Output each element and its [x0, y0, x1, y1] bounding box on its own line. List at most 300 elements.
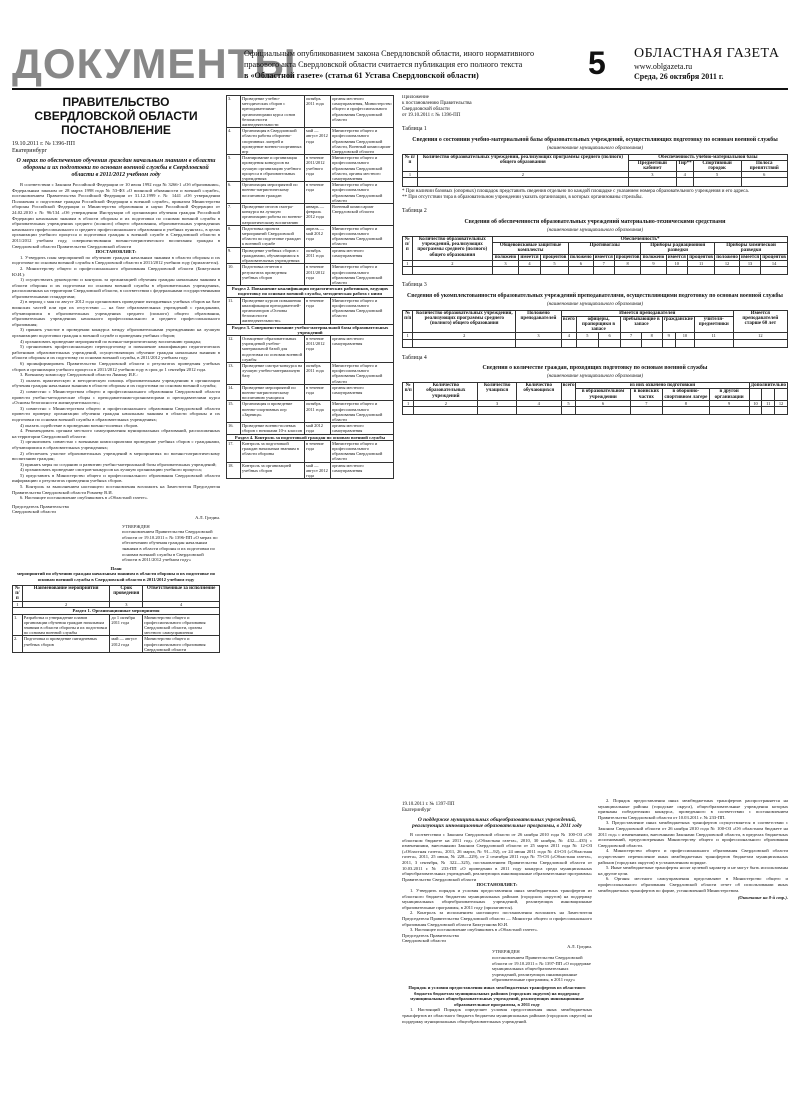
cell	[662, 339, 675, 347]
cell	[516, 407, 561, 415]
cell: Министерство общего и профессионального образования Свердловской области	[331, 401, 394, 423]
table-row	[227, 128, 394, 155]
column-header: в оборонно-спортивном лагере	[664, 389, 708, 400]
plan-table	[12, 585, 220, 653]
column-number: 6	[599, 333, 621, 339]
column-header: Приборы радиационной разведки	[641, 243, 715, 254]
table-row	[403, 407, 788, 415]
column-header: процентов	[762, 254, 786, 260]
doc-date: 19.10.2011 г. № 1397-ПП	[402, 802, 455, 807]
cell: октябрь 2011 года	[305, 362, 331, 384]
table-caption: Сведения об обеспеченности образовательных учреждений материально-техническими средствами	[464, 219, 726, 225]
column-number: 3	[516, 333, 562, 339]
cell	[478, 407, 517, 415]
cell: 8.	[227, 225, 241, 247]
column-header: положено	[493, 254, 519, 260]
cell	[403, 339, 413, 347]
paragraph: 3. Военному комиссару Свердловской области Лямину И.Е.:	[20, 372, 139, 378]
column-number: 9	[709, 400, 749, 406]
paragraph: 5) организовать профессиональную переподготовку и повышение квалификации педагогических работников образовательных учреждений, осуществляющих обучение граждан начальным знаниям в области обороны и их подготовку по основам военной службы, в 2011/2012 учебном году.	[12, 344, 220, 361]
cell: Министерство общего и профессионального образования Свердловской области	[331, 362, 394, 384]
column-header: имеется	[740, 254, 760, 260]
table-row	[227, 362, 394, 384]
cell	[614, 267, 641, 275]
column-number: 11	[762, 400, 775, 406]
column-header: Предметный кабинет	[628, 160, 676, 171]
cell: органы местного самоуправления	[331, 384, 394, 401]
column-header: имеется	[594, 254, 613, 260]
cell: май — август 2012 года	[305, 462, 331, 479]
column-header: Тир**	[676, 160, 693, 171]
paragraph: 6. Настоящее постановление опубликовать в «Областной газете».	[20, 495, 149, 501]
column-number: 4	[676, 172, 693, 178]
column-number: 1	[13, 602, 23, 608]
table-row	[227, 297, 394, 324]
cell: 3.	[227, 96, 241, 128]
resolution-1397	[402, 798, 592, 1098]
cell	[621, 339, 642, 347]
column-header: Имеется преподавателей	[561, 310, 733, 316]
plan-title: План	[110, 565, 122, 571]
table-3	[402, 310, 788, 348]
column-header: Общевойсковые защитные комплекты	[493, 243, 569, 254]
cell: май — август 2012 года	[110, 636, 143, 653]
cell	[516, 339, 562, 347]
column-number: 7	[621, 333, 642, 339]
table-row	[227, 155, 394, 182]
gov-title: СВЕРДЛОВСКОЙ ОБЛАСТИ	[34, 109, 198, 123]
cell	[541, 267, 569, 275]
cell: Министерство общего и профессионального образования Свердловской области	[331, 440, 394, 462]
cell: в течение года	[305, 440, 331, 462]
column-number: 1	[403, 260, 413, 266]
approved-by: постановлением Правительства Свердловской области от 19.10.2011 г. № 1397-ПП «О поддержке муниципальных общеобразовательных учреждений, реализующих инновационные образовательные программы, в 2011 году»	[492, 955, 591, 983]
notice-line: Официальным опубликованием закона Свердловской области, иного нормативного	[244, 49, 535, 58]
cell: в течение года	[305, 384, 331, 401]
signature-position: Свердловской области	[402, 938, 446, 944]
column-header: Положено преподавателей	[516, 310, 562, 333]
column-header: учителя-предметники	[694, 316, 733, 333]
column-number: 11	[694, 333, 733, 339]
column-header: процентов	[541, 254, 569, 260]
paragraph: 6) проинформировать Правительство Свердловской области о результатах проведения учебных сборов и организации учебного процесса в 2011/2012 учебном году в срок до 1 сентября 2012 года.	[12, 361, 220, 372]
resolves-label: ПОСТАНОВЛЯЕТ:	[476, 882, 518, 888]
cell: 6.	[227, 182, 241, 204]
cell: Подготовка и проведение пятидневных учебных сборов	[22, 636, 110, 653]
column-header: имеется	[518, 254, 540, 260]
notice-line: правового акта Свердловской области считается публикация его полного текста	[244, 60, 523, 69]
cell: 13.	[227, 362, 241, 384]
cell: Министерство общего и профессионального образования Свердловской области	[331, 297, 394, 324]
cell	[739, 267, 760, 275]
column-number: 1	[403, 400, 414, 406]
cell: Проведение учебно-методических сборов с преподавателями-организаторами курса основ безопасности жизнедеятельности	[241, 96, 305, 128]
appendix-line: к постановлению Правительства	[402, 101, 472, 106]
approved-label: УТВЕРЖДЕН	[492, 949, 520, 955]
cell: январь — февраль 2012 года	[305, 204, 331, 226]
cell: органы местного самоуправления	[331, 423, 394, 434]
cell	[761, 267, 788, 275]
continuation-note: (Окончание на 8-й стр.).	[737, 895, 788, 901]
column-header: Количество образовательных учреждений, реализующих программы среднего (полного) общего образования	[412, 237, 492, 261]
cell	[414, 407, 478, 415]
column-header: Полоса препятствий	[741, 160, 788, 171]
column-header: Приборы химической разведки	[715, 243, 788, 254]
table-row	[403, 178, 788, 187]
column-header: Спортивный городок	[693, 160, 741, 171]
cell: Контроль за организацией учебных сборов	[241, 462, 305, 479]
paragraph: 3. Предоставление иных межбюджетных трансфертов осуществляется в соответствии с Законом Свердловской области от 26 ноября 2010 года № 100-ОЗ «Об областном бюджете на 2011 год» с изменениями, внесенными Законами Свердловской области, в пределах бюджетных ассигнований, предусмотренных Министерству общего и профессионального образования Свердловской области.	[598, 820, 788, 848]
column-header: офицеры, прапорщики в запасе	[576, 316, 621, 333]
paper-masthead	[634, 46, 794, 82]
cell	[775, 407, 788, 415]
header-rule	[12, 88, 788, 90]
cell: 18.	[227, 462, 241, 479]
table-row	[227, 247, 394, 264]
paragraph: 5) представить в Министерство общего и профессионального образования Свердловской области информацию о результатах проведения учебных сборов.	[12, 472, 220, 484]
signature-position: Председатель Правительства	[402, 932, 459, 938]
cell	[715, 267, 740, 275]
cell: октябрь 2011 года	[305, 96, 331, 128]
paragraph: 1. Утвердить порядок и условия предоставления иных межбюджетных трансфертов из областного бюджета бюджетам муниципальных районов (городских округов) на поддержку муниципальных общеобразовательных учреждений, реализующих инновационные образовательные программы, в 2011 году (прилагаются).	[402, 887, 592, 910]
table-row	[227, 462, 394, 479]
column-number: 2	[413, 333, 516, 339]
cell: в течение 2011/2012 учебного года	[305, 155, 331, 182]
column-number: 3	[478, 400, 517, 406]
cell: Оснащение образовательных учреждений учебно-материальной базой для подготовки по основам военной службы	[241, 335, 305, 362]
cell: Подготовка отчетов о результатах проведения учебных сборов	[241, 264, 305, 286]
table-row	[227, 335, 394, 362]
paragraph: 1. Настоящий Порядок определяет условия предоставления иных межбюджетных трансфертов из областного бюджета бюджетам муниципальных районов (городских округов) на поддержку муниципальных общеобразовательных учреждений.	[402, 1007, 592, 1024]
cell: 4.	[227, 128, 241, 155]
section-title: Раздел 3. Совершенствование учебно-материальной базы образовательных учреждений	[227, 324, 394, 335]
table-row	[227, 384, 394, 401]
column-header: процентов	[689, 254, 713, 260]
column-number: 2	[22, 602, 110, 608]
table-row	[227, 440, 394, 462]
appendix-line: от 19.10.2011 г. № 1396-ПП	[402, 113, 461, 118]
cell	[599, 339, 621, 347]
cell	[733, 339, 787, 347]
cell	[694, 339, 733, 347]
cell: 12.	[227, 335, 241, 362]
cell: Проведение военно-полевых сборов с юношами 10-х классов	[241, 423, 305, 434]
table-caption: Сведения об укомплектованности образовательных учреждений преподавателями, осуществляющими подготовку по основам военной службы	[407, 292, 783, 299]
cell: Подготовка проекта мероприятий Свердловской области по подготовке граждан к военной службе	[241, 225, 305, 247]
column-header: Противогазы	[568, 243, 640, 254]
cell: в течение 2011/2012 года	[305, 264, 331, 286]
column-header: положено	[642, 254, 665, 260]
appendix-line: Свердловской области	[402, 107, 450, 112]
column-number: 2	[414, 400, 478, 406]
cell	[561, 407, 576, 415]
column-number: 12	[775, 400, 788, 406]
column-header: Количество обучающихся	[516, 383, 561, 401]
column-header: № п/п	[403, 154, 418, 172]
column-header: № п/п	[403, 237, 413, 261]
paragraph: 3) принять меры по созданию и развитию учебно-материальной базы образовательных учреждений;	[20, 461, 217, 467]
column-number: 8	[614, 260, 641, 266]
cell: Проведение учебных сборов с гражданами, обучающимися в образовательных учреждениях	[241, 247, 305, 264]
cell	[666, 267, 688, 275]
column-number: 5	[541, 260, 569, 266]
cell: Военный комиссариат Свердловской области	[331, 204, 394, 226]
table-2	[402, 236, 788, 275]
approval-block	[122, 524, 220, 563]
paragraph: 5. Контроль за выполнением настоящего постановления возложить на Заместителя Председателя Правительства Свердловской области Ромаеву В.И.	[12, 484, 220, 495]
cell: Проведение смотра-конкурса на лучшую учебно-материальную базу	[241, 362, 305, 384]
signer-name: А.Л. Гредин.	[195, 515, 220, 521]
gov-title: ПРАВИТЕЛЬСТВО	[62, 95, 170, 109]
cell: Министерство общего и профессионального образования Свердловской области, Военный комиссариат Свердловской области	[331, 128, 394, 155]
table-row	[227, 401, 394, 423]
notice-line: в «Областной газете» (статья 61 Устава Свердловской области)	[244, 71, 479, 80]
column-number: 8	[641, 333, 662, 339]
column-number: 5	[561, 400, 576, 406]
cell: 5.	[227, 155, 241, 182]
cell: 11.	[227, 297, 241, 324]
cell	[762, 407, 775, 415]
cell: в течение года	[305, 297, 331, 324]
column-1	[12, 95, 220, 1095]
signature-position: Свердловской области	[12, 509, 56, 515]
column-number: 9	[662, 333, 675, 339]
doc-heading: О поддержке муниципальных общеобразовательных учреждений, реализующих инновационные образовательные программы, в 2011 году	[412, 816, 582, 829]
appendix-line: Приложение	[402, 95, 429, 100]
cell: Организация и проведение военно-спортивных игр «Зарница»	[241, 401, 305, 423]
cell: 1.	[13, 614, 23, 636]
footnote: * При наличии базовых (опорных) площадок представить сведения отдельно по каждой площадке с указанием номера образовательного учреждения и его адреса.	[402, 189, 749, 195]
cell: Министерство общего и профессионального образования Свердловской области, органы местного самоуправления	[331, 155, 394, 182]
cell: Министерство общего и профессионального образования Свердловской области	[143, 636, 220, 653]
paragraph: 2. Порядок предоставления иных межбюджетных трансфертов распространяется на муниципальные районы (городские округа), общеобразовательные учреждения которых признаны победителями конкурса, проведенного в соответствии с постановлением Правительства Свердловской области от 10.03.2011 г. № 233-ПП.	[598, 798, 788, 820]
column-2	[226, 95, 394, 1095]
paragraph: 1. Утвердить план мероприятий по обучению граждан начальным знаниям в области обороны и их подготовке по основам военной службы в Свердловской области в 2011/2012 учебном году (прилагается).	[12, 254, 220, 266]
cell: Контроль за подготовкой граждан начальным знаниям в области обороны	[241, 440, 305, 462]
doc-city: Екатеринбург	[402, 808, 432, 813]
cell	[749, 407, 762, 415]
table-subcaption: (наименование муниципального образования)	[546, 374, 644, 380]
section-title: ДОКУМЕНТЫ	[12, 40, 297, 87]
paragraph: 6. Органы местного самоуправления представляют в Министерство общего и профессионального образования Свердловской области отчет об использовании иных межбюджетных трансфертов по форме, установленной Министерством.	[598, 876, 788, 893]
column-number: 4	[516, 400, 561, 406]
table-row	[227, 264, 394, 286]
column-number: 4	[143, 602, 220, 608]
cell: октябрь 2011 года	[305, 247, 331, 264]
table-row	[403, 339, 788, 347]
column-number: 5	[576, 333, 598, 339]
cell: Организация мероприятий по военно-патриотическому воспитанию граждан	[241, 182, 305, 204]
doc-type: ПОСТАНОВЛЕНИЕ	[61, 123, 171, 137]
column-number: 7	[593, 260, 614, 266]
column-number: 6	[568, 260, 593, 266]
column-header: Обеспеченность*	[493, 237, 788, 243]
column-header: Срок проведения	[110, 585, 143, 602]
column-number: 5	[693, 172, 741, 178]
column-number: 10	[666, 260, 688, 266]
cell: органы местного самоуправления	[331, 335, 394, 362]
cell: Организация в Свердловской области работы оборонно-спортивных лагерей и проведение военно-спортивных игр	[241, 128, 305, 155]
cell: в течение 2011/2012 года	[305, 335, 331, 362]
column-header: Количество образовательных учреждений, реализующих программы среднего (полного) общего образования	[413, 310, 516, 333]
table-caption: Сведения о состоянии учебно-материальной базы образовательных учреждений, осуществляющих подготовку по основам военной службы	[412, 136, 778, 143]
doc-city: Екатеринбург	[12, 148, 47, 154]
column-number: 1	[403, 172, 418, 178]
column-number: 4	[561, 333, 576, 339]
paragraph: 2) совместно с Министерством общего и профессионального образования Свердловской области провести учебно-методические сборы с преподавателями-организаторами и преподавателями курса «Основы безопасности жизнедеятельности»;	[12, 388, 220, 406]
paragraph: 2) в период с мая по август 2012 года организовать проведение пятидневных учебных сборов на базе воинских частей или при их отсутствии — на базе образовательных учреждений с гражданами, обучающимися в образовательных учреждениях среднего (полного) общего образования, образовательных учреждениях начального профессионального и среднего профессионального образования;	[12, 299, 220, 327]
column-number: 11	[688, 260, 715, 266]
cell: Министерство общего и профессионального образования Свердловской области	[331, 182, 394, 204]
table-row	[13, 614, 220, 636]
paragraph: 2. Контроль за исполнением настоящего постановления возложить на Заместителя Председателя Правительства Свердловской области — Министра общего и профессионального образования Свердловской области Биктуганова Ю.И.	[402, 910, 592, 927]
resolution-1397-continued	[598, 798, 788, 1098]
column-header: из них охвачено подготовкой	[576, 383, 749, 389]
column-number: 13	[739, 260, 760, 266]
paragraph: 3) принять участие в проведении конкурса между образовательными учреждениями на лучшую организацию подготовки граждан к военной службе и проведения учебных сборов;	[12, 327, 220, 339]
column-number: 4	[518, 260, 540, 266]
column-header: процентов	[615, 254, 640, 260]
cell: 2.	[13, 636, 23, 653]
cell: органы местного самоуправления	[331, 462, 394, 479]
paragraph: 4) организовать проведение мероприятий по военно-патриотическому воспитанию граждан;	[20, 338, 202, 344]
column-header: положено	[569, 254, 592, 260]
section-row	[227, 434, 394, 440]
column-number: 6	[741, 172, 788, 178]
paragraph: 3) совместно с Министерством общего и профессионального образования Свердловской области провести проверку организации обучения граждан начальным знаниям в области обороны и их подготовки по основам военной службы в образовательных учреждениях;	[12, 405, 220, 422]
plan-table-continued	[226, 95, 394, 479]
paragraph: 1) организовать совместно с военными комиссариатами проведение учебных сборов с гражданами, обучающимися в образовательных учреждениях;	[12, 439, 220, 450]
column-number: 2	[417, 172, 628, 178]
table-row	[227, 96, 394, 128]
cell: май 2012 года	[305, 423, 331, 434]
table-row	[227, 182, 394, 204]
column-header: Количество образовательных учреждений, реализующих программы среднего (полного) общего образования	[417, 154, 628, 172]
section-row	[227, 324, 394, 335]
table-label: Таблица 1	[402, 126, 427, 132]
cell	[709, 407, 749, 415]
section-title: Раздел 4. Контроль за подготовкой граждан по основам военной службы	[227, 434, 394, 440]
table-row	[227, 225, 394, 247]
cell: органы местного самоуправления	[331, 247, 394, 264]
column-number: 3	[493, 260, 519, 266]
page-number: 5	[588, 45, 606, 81]
cell: 15.	[227, 401, 241, 423]
paragraph: 2) обеспечить участие образовательных учреждений в мероприятиях по военно-патриотическому воспитанию граждан;	[12, 450, 220, 462]
column-number: 10	[749, 400, 762, 406]
cell: 16.	[227, 423, 241, 434]
signature-block	[12, 504, 220, 521]
cell: Планирование и организация проведения конкурсов на лучшую организацию учебного процесса в образовательных учреждениях	[241, 155, 305, 182]
cell: Проведение мероприятий по военно-патриотическому воспитанию учащихся	[241, 384, 305, 401]
table-row	[227, 204, 394, 226]
official-notice	[244, 48, 584, 81]
column-header: № п/п	[13, 585, 23, 602]
column-header: пребывающие в запасе	[621, 316, 662, 333]
cell: апрель — май 2012 года	[305, 225, 331, 247]
column-number: 3	[628, 172, 676, 178]
cell: до 1 октября 2011 года	[110, 614, 143, 636]
paper-site[interactable]: www.oblgazeta.ru	[634, 62, 693, 71]
plan-subtitle: мероприятий по обучению граждан начальным знаниям в области обороны и их подготовке по основам военной службы в Свердловской области в 2011/2012 учебном году	[16, 571, 216, 582]
cell: Разработка и утверждение планов организации обучения граждан начальным знаниям в области обороны и их подготовки по основам военной службы	[22, 614, 110, 636]
paragraph: 3. Настоящее постановление опубликовать в «Областной газете».	[410, 927, 539, 933]
table-label: Таблица 2	[402, 208, 427, 215]
paragraph: 1) осуществлять руководство и контроль за организацией обучения граждан начальным знаниям в области обороны и их подготовки по основам военной службы в образовательных учреждениях, расположенных на территории Свердловской области, в соответствии с федеральными государственными образовательными стандартами;	[12, 277, 220, 299]
signature-position: Председатель Правительства	[12, 503, 69, 509]
paragraph: 5. Иные межбюджетные трансферты носят целевой характер и не могут быть использованы на другие цели.	[598, 865, 788, 876]
table-row	[403, 267, 788, 275]
cell	[663, 407, 710, 415]
approved-by: постановлением Правительства Свердловской области от 19.10.2011 г. № 1396-ПП «О мерах по обеспечению обучения граждан начальным знаниям в области обороны и их подготовки по основам военной службы в Свердловской области в 2011/2012 учебном году»	[122, 529, 218, 563]
column-header: в воинских частях	[630, 389, 662, 400]
table-row	[13, 636, 220, 653]
paragraph: В соответствии с Законом Свердловской области от 26 ноября 2010 года № 100-ОЗ «Об областном бюджете на 2011 год» («Областная газета», 2010, 30 ноября, № 432—435) с изменениями, внесенными Законом Свердловской области от 25 марта 2011 года № 12-ОЗ («Областная газета», 2011, 26 марта, № 91—92), от 24 июня 2011 года № 43-ОЗ («Областная газета», 2011, 25 июня, № 228—229), от 2 сентября 2011 года № 75-ОЗ («Областная газета», 2011, 3 сентября, № 322—325), постановлением Правительства Свердловской области от 10.03.2011 г. № 233-ПП «О проведении в 2011 году конкурса среди муниципальных общеобразовательных учреждений, реализующих инновационные образовательные программы» Правительство Свердловской области	[402, 832, 592, 882]
table-caption: Сведения о количестве граждан, проходящих подготовку по основам военной службы	[482, 365, 708, 372]
approved-label: УТВЕРЖДЕН	[122, 523, 150, 529]
column-number: 8	[663, 400, 710, 406]
column-header: № п/п	[403, 383, 414, 401]
column-number: 12	[733, 333, 787, 339]
cell: 14.	[227, 384, 241, 401]
column-header: Наименование мероприятия	[22, 585, 110, 602]
column-header: имеется	[667, 254, 686, 260]
column-header: Ответственные за исполнение	[143, 585, 220, 602]
paragraph: 4) оказать содействие в проведении военно-полевых сборов.	[20, 422, 139, 428]
appendix-block	[402, 95, 788, 119]
table-subcaption: (наименование муниципального образования)	[546, 301, 644, 307]
cell	[493, 267, 519, 275]
cell	[675, 339, 694, 347]
cell: 17.	[227, 440, 241, 462]
paragraph: 1) оказать практическую и методическую помощь образовательным учреждениям в организации обучения граждан начальным знаниям в области обороны и их подготовки по основам военной службы;	[12, 377, 220, 389]
paper-date: Среда, 26 октября 2011 г.	[634, 72, 724, 81]
cell: органы местного самоуправления, Министерство общего и профессионального образования Свердловской области	[331, 96, 394, 128]
signer-name: А.Л. Гредин.	[567, 943, 592, 949]
table-header-row	[403, 154, 788, 160]
column-header: всего	[561, 383, 576, 401]
table-subcaption: (наименование муниципального образования)	[546, 228, 644, 233]
column-header: Количество образовательных учреждений	[414, 383, 478, 401]
cell	[593, 267, 614, 275]
column-header: Обеспеченность учебно-материальной базы	[628, 154, 787, 160]
cell	[412, 267, 492, 275]
column-number: 2	[412, 260, 492, 266]
table-label: Таблица 4	[402, 354, 427, 361]
doc-date: 19.10.2011 г. № 1396-ПП	[12, 141, 75, 147]
table-subcaption: (наименование муниципального образования)	[546, 145, 644, 151]
paragraph: 4. Министерство общего и профессионального образования Свердловской области осуществляет перечисление иных межбюджетных трансфертов бюджетам муниципальных районов (городских округов) в установленном порядке.	[598, 848, 788, 865]
cell	[630, 407, 662, 415]
column-3	[402, 95, 788, 795]
cell: Проведение курсов повышения квалификации преподавателей-организаторов «Основы безопасности жизнедеятельности»	[241, 297, 305, 324]
column-header: Имеется преподавателей старше 60 лет	[733, 310, 787, 333]
cell: май — август 2012 года	[305, 128, 331, 155]
cell: 7.	[227, 204, 241, 226]
section-row	[227, 286, 394, 297]
cell	[413, 339, 516, 347]
column-number: 14	[761, 260, 788, 266]
column-number: 12	[715, 260, 740, 266]
column-header: положено	[716, 254, 738, 260]
column-header: всего	[561, 316, 576, 333]
section-title: Раздел 1. Организационные мероприятия	[13, 608, 220, 614]
column-number: 9	[641, 260, 666, 266]
cell	[641, 267, 666, 275]
doc-heading: О мерах по обеспечению обучения граждан начальным знаниям в области обороны и их подготовки по основам военной службы в Свердловской области в 2011/2012 учебном году	[16, 158, 216, 178]
cell	[576, 407, 630, 415]
cell	[688, 267, 715, 275]
